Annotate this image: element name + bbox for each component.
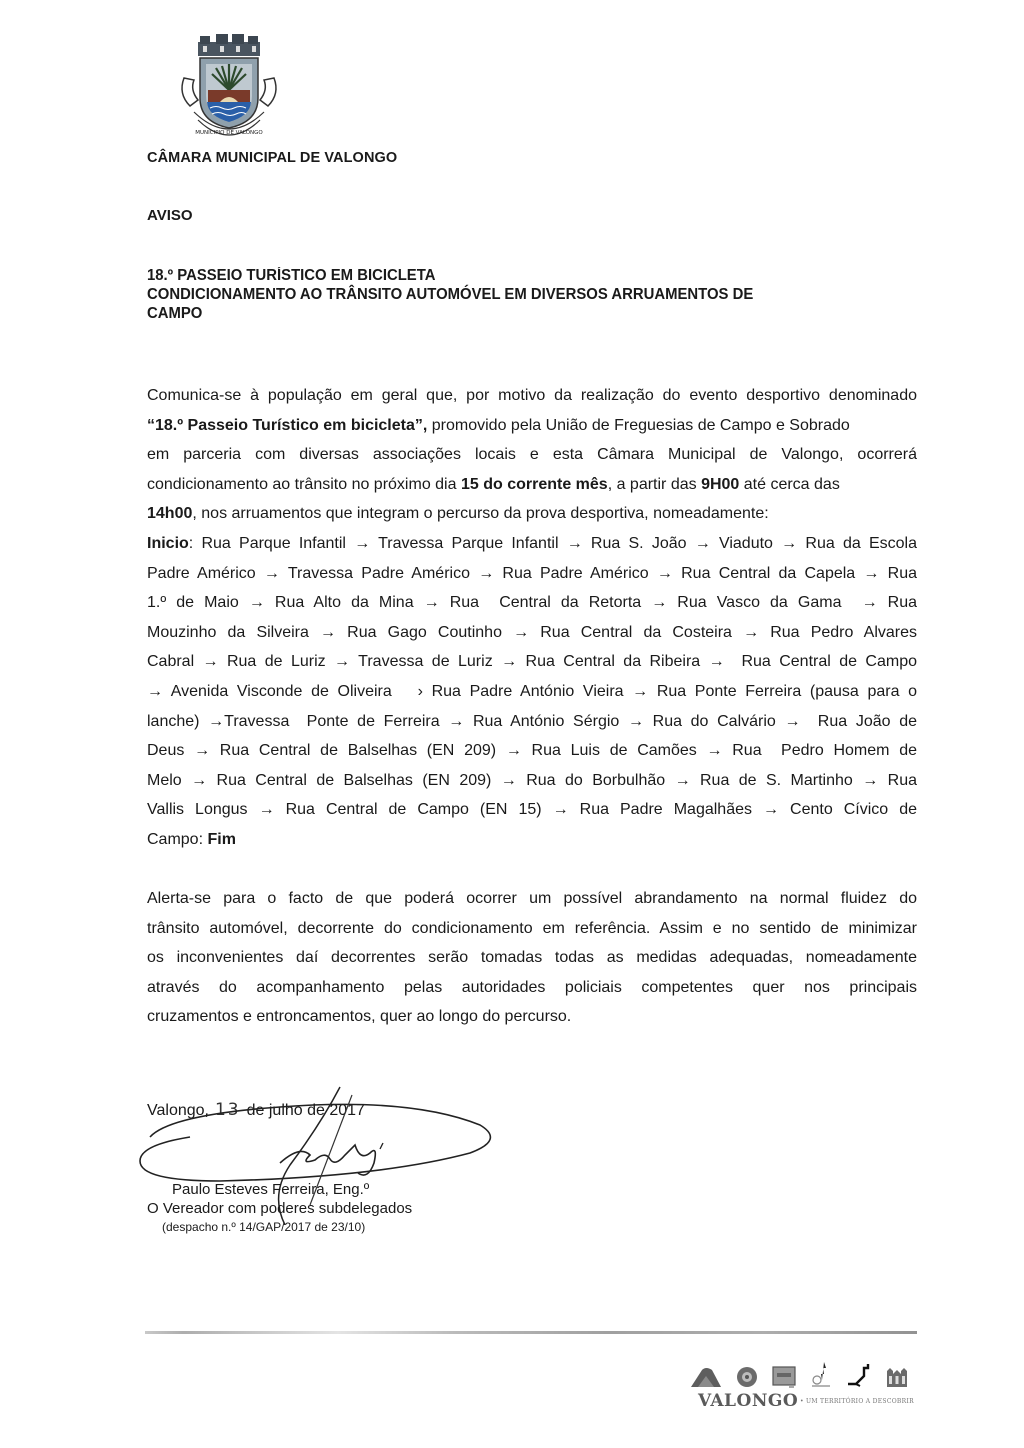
paragraph-line	[147, 470, 917, 500]
castle-icon	[886, 1366, 908, 1388]
text-run: , nos arruamentos que integram o percurso da prova desportiva, nomeadamente:	[192, 505, 769, 523]
text-run: em parceria com diversas associações locais e esta Câmara Municipal de Valongo, ocorrerá	[147, 446, 917, 464]
route-description	[147, 529, 917, 855]
paragraph-line	[147, 973, 917, 1003]
text-run: promovido pela União de Freguesias de Campo e Sobrado	[427, 416, 850, 434]
text-run: Mouzinho da Silveira → Rua Gago Coutinho → Rua Central da Costeira → Rua Pedro Alvares	[147, 623, 917, 641]
text-run: até cerca das	[739, 475, 840, 493]
signature-date	[147, 1100, 365, 1120]
dispatch-reference: (despacho n.º 14/GAP/2017 de 23/10)	[162, 1220, 366, 1234]
notice-subject	[147, 266, 838, 323]
flower-icon	[736, 1366, 758, 1388]
tent-mountain-icon	[690, 1366, 722, 1388]
text-run: Comunica-se à população em geral que, por motivo da realização do evento desportivo denominado	[147, 387, 917, 404]
figures-icon	[810, 1360, 832, 1388]
subject-line-1: 18.º PASSEIO TURÍSTICO EM BICICLETA	[147, 267, 436, 284]
text-run: cruzamentos e entroncamentos, quer ao longo do percurso.	[147, 1008, 572, 1026]
route-line	[147, 647, 917, 677]
route-line	[147, 707, 917, 737]
route-line	[147, 736, 917, 766]
route-line	[147, 529, 917, 559]
route-start-label: Inicio	[147, 535, 189, 552]
text-run: 1.º de Maio → Rua Alto da Mina → Rua Central da Retorta → Rua Vasco da Gama → Rua	[147, 594, 917, 612]
paragraph-line	[147, 884, 917, 914]
event-date: 15 do corrente mês	[460, 475, 608, 493]
organization-name: CÂMARA MUNICIPAL DE VALONGO	[147, 150, 398, 166]
text-run: Cabral → Rua de Luriz → Travessa de Luriz → Rua Central da Ribeira → Rua Central de Campo	[147, 653, 917, 671]
text-run: Melo → Rua Central de Balselhas (EN 209) → Rua do Borbulhão → Rua de S. Martinho → Rua	[147, 771, 917, 789]
footer-icon-row	[690, 1358, 908, 1388]
end-time: 14h00	[147, 505, 193, 523]
text-run: Alerta-se para o facto de que poderá ocorrer um possível abrandamento na normal fluidez do	[147, 890, 917, 907]
signer-name: Paulo Esteves Ferreira, Eng.º	[172, 1181, 370, 1198]
text-run: , a partir das	[607, 475, 702, 493]
footer-divider	[145, 1331, 917, 1334]
paragraph-line	[147, 914, 917, 944]
route-line	[147, 795, 917, 825]
text-run: Deus → Rua Central de Balselhas (EN 209) → Rua Luis de Camões → Rua Pedro Homem de	[147, 742, 917, 760]
route-line	[147, 766, 917, 796]
notice-label: AVISO	[147, 207, 193, 224]
screen-icon	[772, 1366, 796, 1388]
paragraph-line	[147, 943, 917, 973]
text-run: trânsito automóvel, decorrente do condicionamento em referência. Assim e no sentido de minimizar	[147, 919, 917, 937]
signer-role: O Vereador com poderes subdelegados	[147, 1200, 413, 1217]
event-name: “18.º Passeio Turístico em bicicleta”,	[147, 416, 428, 434]
text-run: → Avenida Visconde de Oliveira › Rua Padre António Vieira → Rua Ponte Ferreira (pausa para o	[147, 682, 917, 700]
text-run: através do acompanhamento pelas autoridades policiais competentes quer nos principais	[147, 978, 917, 996]
stairs-icon	[846, 1362, 872, 1388]
brand-tagline: • UM TERRITÓRIO A DESCOBRIR	[800, 1398, 914, 1405]
route-line	[147, 588, 917, 618]
brand-name: VALONGO	[698, 1391, 799, 1411]
date-rest: de julho de 2017	[246, 1102, 365, 1119]
start-time: 9H00	[701, 475, 740, 493]
text-run: : Rua Parque Infantil → Travessa Parque Infantil → Rua S. João → Viaduto → Rua da Escola	[188, 535, 917, 552]
text-run: Campo:	[147, 830, 208, 848]
warning-paragraph	[147, 884, 917, 1032]
paragraph-line	[147, 499, 917, 529]
text-run: lanche) →Travessa Ponte de Ferreira → Rua António Sérgio → Rua do Calvário → Rua João de	[147, 712, 917, 730]
route-line	[147, 825, 917, 855]
municipal-coat-of-arms-icon	[176, 34, 282, 138]
route-end-label: Fim	[207, 830, 236, 848]
route-line	[147, 677, 917, 707]
text-run: condicionamento ao trânsito no próximo dia	[147, 475, 461, 493]
text-run: Padre Américo → Travessa Padre Américo → Rua Padre Américo → Rua Central da Capela → Rua	[147, 564, 917, 582]
paragraph-line	[147, 381, 917, 411]
route-line	[147, 618, 917, 648]
crest-motto: MUNICIPIO DE VALONGO	[195, 130, 263, 136]
paragraph-line	[147, 440, 917, 470]
paragraph-line	[147, 1002, 917, 1032]
place: Valongo,	[147, 1102, 209, 1119]
announcement-paragraph	[147, 381, 917, 529]
paragraph-line	[147, 411, 917, 441]
text-run: Vallis Longus → Rua Central de Campo (EN 15) → Rua Padre Magalhães → Cento Cívico de	[147, 801, 917, 819]
subject-line-3: CAMPO	[147, 305, 203, 322]
handwritten-day: 13	[214, 1100, 241, 1120]
subject-line-2: CONDICIONAMENTO AO TRÂNSITO AUTOMÓVEL EM DIVERSOS ARRUAMENTOS DE	[147, 286, 754, 303]
route-line	[147, 559, 917, 589]
footer-brand-logo	[690, 1358, 935, 1418]
text-run: os inconvenientes daí decorrentes serão tomadas todas as medidas adequadas, nomeadamente	[147, 949, 917, 967]
